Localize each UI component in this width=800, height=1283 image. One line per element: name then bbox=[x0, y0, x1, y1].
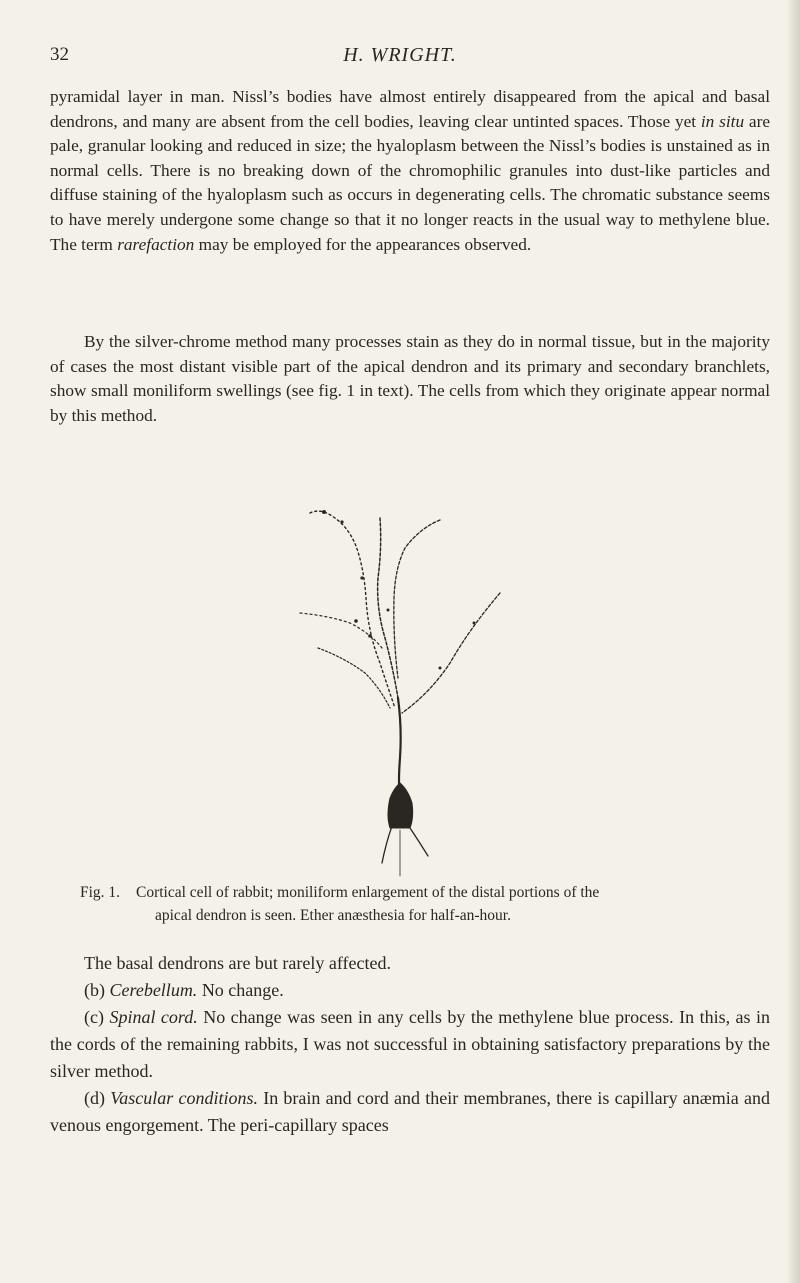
item-text: No change. bbox=[201, 980, 284, 1000]
branchlet-left-middle bbox=[300, 613, 382, 648]
item-text: No change was seen in any cells by the methylene blue process. In this, as in the cords of the remaining rabbits, I was not successful in obtaining satisfactory preparations by the silver method. bbox=[50, 1007, 771, 1081]
apical-dendron-right-upper bbox=[394, 520, 440, 678]
section-observations bbox=[50, 950, 770, 1139]
item-label: (c) bbox=[84, 1007, 104, 1027]
italic-term-rarefaction: rarefaction bbox=[117, 234, 195, 254]
spinal-cord-item bbox=[50, 1004, 770, 1085]
paragraph-text: pyramidal layer in man. Nissl’s bodies have almost entirely disappeared from the apical and basal dendrons, and many are absent from the cell bodies, leaving clear untinted spaces. Those yet bbox=[50, 87, 770, 131]
paragraph-text: may be employed for the appearances observed. bbox=[194, 234, 532, 254]
item-label: (d) bbox=[84, 1088, 105, 1108]
branchlet-right bbox=[402, 593, 500, 713]
figure-label: Fig. 1. bbox=[80, 884, 121, 901]
italic-term-in-situ: in situ bbox=[700, 111, 745, 131]
branchlet-left-lower bbox=[318, 648, 390, 708]
cerebellum-item bbox=[50, 977, 770, 1004]
moniliform-swellings bbox=[322, 510, 476, 670]
apical-dendron-left bbox=[310, 511, 395, 708]
paragraph-rarefaction bbox=[50, 85, 770, 257]
item-text: In brain and cord and their membranes, there is capillary anæmia and venous engorgement. The peri-capillary spaces bbox=[50, 1088, 771, 1135]
vascular-item bbox=[50, 1085, 770, 1139]
caption-line-2: apical dendron is seen. Ether anæsthesia for half-an-hour. bbox=[155, 907, 511, 924]
paragraph-text: are pale, granular looking and reduced in size; the hyaloplasm between the Nissl’s bodies is unstained as in normal cells. There is no breaking down of the chromophilic granules into dust-like particles and diffuse staining of the hyaloplasm such as occurs in degenerating cells. The chromatic substance seems to have merely undergone some change so that it no longer reacts in the usual way to methylene blue. The term bbox=[50, 111, 770, 254]
basal-dendron-right bbox=[410, 828, 428, 856]
figure-caption bbox=[50, 881, 770, 927]
paragraph-silver-chrome: By the silver-chrome method many processes stain as they do in normal tissue, but in the majority of cases the most distant visible part of the apical dendron and its primary and secondary branchlets, show small moniliform swellings (see fig. 1 in text). The cells from which they originate appear normal by this method. bbox=[50, 332, 770, 425]
item-heading-vascular: Vascular conditions. bbox=[110, 1088, 258, 1108]
apical-dendron-center bbox=[378, 518, 398, 698]
cortical-cell-figure bbox=[290, 498, 520, 878]
item-label: (b) bbox=[84, 980, 105, 1000]
cell-body bbox=[388, 783, 413, 828]
page-header bbox=[50, 44, 750, 74]
caption-line-1: Cortical cell of rabbit; moniliform enlargement of the distal portions of the bbox=[136, 884, 600, 901]
basal-dendron-left bbox=[382, 826, 392, 863]
page-edge-shadow bbox=[786, 0, 800, 1283]
running-head: H. WRIGHT. bbox=[343, 44, 457, 66]
item-heading-cerebellum: Cerebellum. bbox=[109, 980, 198, 1000]
basal-dendrons-text: The basal dendrons are but rarely affected. bbox=[84, 953, 392, 973]
item-heading-spinal-cord: Spinal cord. bbox=[109, 1007, 198, 1027]
page-number: 32 bbox=[50, 44, 69, 65]
